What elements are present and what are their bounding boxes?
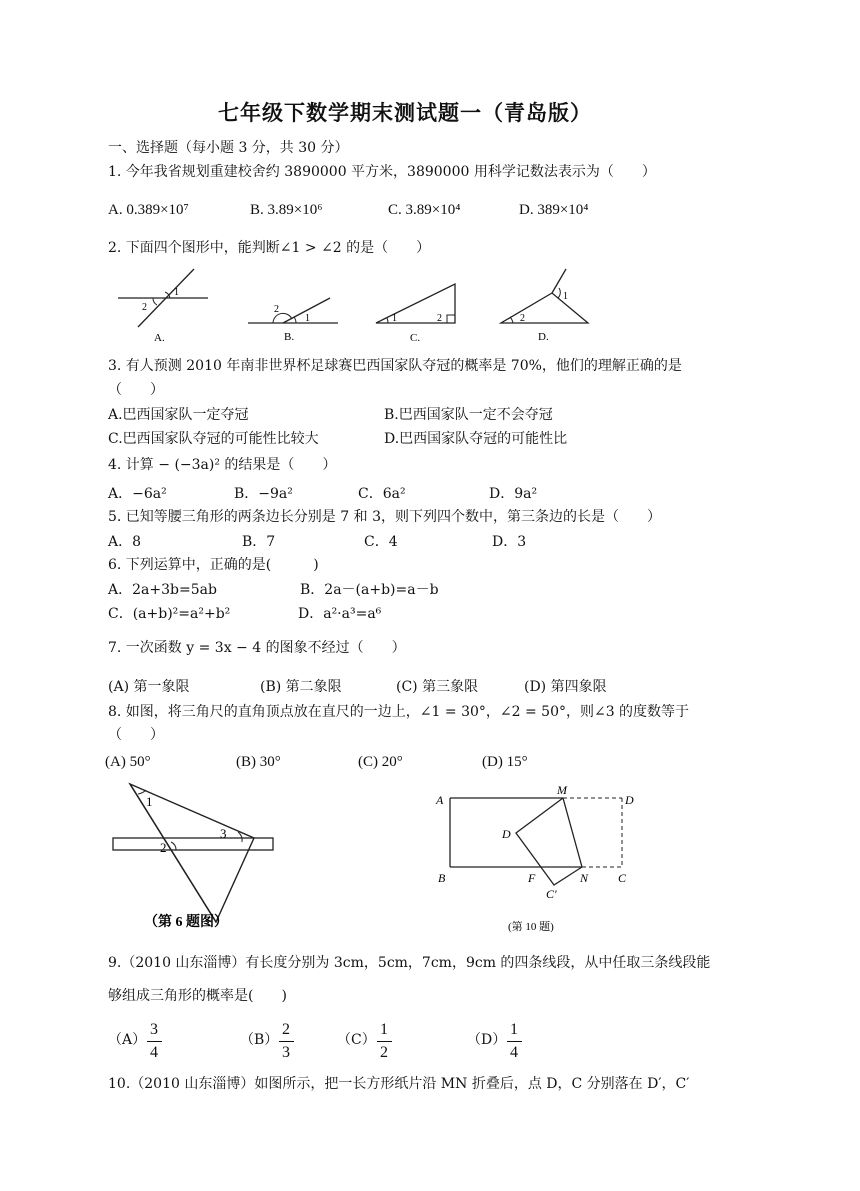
q9-option-a-den: 4 [150, 1044, 158, 1061]
q9-option-b-label: （B） [240, 1032, 279, 1048]
q8-option-c: (C) 20° [358, 754, 403, 770]
fig10-label-d: D [625, 793, 634, 807]
fig10-caption: (第 10 题) [508, 921, 554, 933]
q3-option-a: A.巴西国家队一定夺冠 [108, 407, 249, 423]
section-heading: 一、选择题（每小题 3 分，共 30 分） [108, 140, 349, 156]
page-title: 七年级下数学期末测试题一（青岛版） [218, 100, 592, 125]
fig10-label-b: B [438, 871, 446, 885]
q9-option-d-label: （D） [467, 1032, 507, 1048]
q6-option-d: D．a²·a³=a⁶ [298, 606, 382, 622]
fig-b-angle-2: 2 [274, 304, 279, 315]
fig-c-angle-1: 1 [392, 313, 397, 324]
q8-option-d: (D) 15° [482, 754, 528, 770]
fig10-label-m: M [557, 783, 567, 797]
q9-option-c-num: 1 [380, 1021, 388, 1038]
q6-option-b: B．2a－(a+b)=a－b [300, 582, 439, 598]
fig-a-angle-1: 1 [174, 287, 179, 298]
fig-a-angle-2: 2 [142, 302, 147, 313]
fig6-angle-1: 1 [146, 794, 153, 809]
fig-d-angle-2: 2 [520, 313, 525, 324]
question-9-stem: 9.（2010 山东淄博）有长度分别为 3cm，5cm，7cm，9cm 的四条线段，从中任取三条线段能 [108, 955, 711, 971]
fig-b-angle-1: 1 [305, 313, 310, 324]
question-3-paren: （ ） [108, 382, 164, 398]
question-8-stem: 8. 如图，将三角尺的直角顶点放在直尺的一边上，∠1 = 30°，∠2 = 50°，则∠3 的度数等于 [108, 704, 690, 720]
fig-c-angle-2: 2 [437, 313, 442, 324]
q3-option-d: D.巴西国家队夺冠的可能性比 [384, 431, 568, 447]
figure-10 [430, 782, 650, 942]
q1-option-c: C. 3.89×10⁴ [388, 202, 461, 218]
question-6-stem: 6. 下列运算中，正确的是( ) [108, 557, 319, 573]
q9-option-c-den: 2 [380, 1044, 388, 1061]
question-8-paren: （ ） [108, 727, 164, 743]
q9-option-d-num: 1 [510, 1021, 518, 1038]
fig-b-label: B. [284, 331, 295, 343]
q7-option-b: (B) 第二象限 [260, 679, 342, 695]
q7-option-a: (A) 第一象限 [108, 679, 190, 695]
q3-option-c: C.巴西国家队夺冠的可能性比较大 [108, 431, 319, 447]
q4-option-d: D．9a² [489, 486, 538, 502]
fig10-label-n: N [580, 871, 589, 885]
fig10-label-d-prime: D [502, 827, 511, 841]
q1-option-a: A. 0.389×10⁷ [108, 202, 189, 218]
q5-option-b: B．7 [242, 534, 276, 550]
q8-option-a: (A) 50° [105, 754, 151, 770]
q6-option-a: A．2a+3b=5ab [108, 582, 217, 598]
fig6-caption: （第 6 题图） [144, 915, 228, 930]
q9-option-a-bar [147, 1041, 162, 1042]
fig-d-label: D. [538, 331, 549, 343]
q1-option-d: D. 389×10⁴ [519, 202, 589, 218]
fig6-angle-3: 3 [220, 826, 227, 841]
q2-figures [108, 265, 608, 345]
q4-option-c: C．6a² [358, 486, 406, 502]
q4-option-b: B．−9a² [234, 486, 293, 502]
fig-d-angle-1: 1 [563, 291, 568, 302]
q7-option-d: (D) 第四象限 [524, 679, 607, 695]
q9-option-c-label: （C） [337, 1032, 376, 1048]
q1-option-b: B. 3.89×10⁶ [250, 202, 323, 218]
question-5-stem: 5. 已知等腰三角形的两条边长分别是 7 和 3，则下列四个数中，第三条边的长是（ ） [108, 509, 661, 525]
fig-c-label: C. [410, 332, 421, 344]
q3-option-b: B.巴西国家队一定不会夺冠 [384, 407, 553, 423]
fig10-label-c-prime: C′ [546, 887, 557, 901]
figure-6 [108, 780, 308, 940]
question-2-stem: 2. 下面四个图形中，能判断∠1 > ∠2 的是（ ） [108, 240, 431, 256]
question-7-stem: 7. 一次函数 y = 3x − 4 的图象不经过（ ） [108, 640, 406, 656]
question-3-stem: 3. 有人预测 2010 年南非世界杯足球赛巴西国家队夺冠的概率是 70%，他们的理解正确的是 [108, 358, 682, 374]
fig-a-label: A. [154, 332, 165, 344]
q8-option-b: (B) 30° [236, 754, 281, 770]
q5-option-d: D．3 [492, 534, 527, 550]
q4-option-a: A．−6a² [108, 486, 167, 502]
q9-option-b-bar [279, 1041, 294, 1042]
q7-option-c: (C) 第三象限 [396, 679, 479, 695]
q2-figure-b [248, 298, 338, 343]
q9-option-d-bar [507, 1041, 522, 1042]
q9-option-b-den: 3 [282, 1044, 290, 1061]
q9-option-a-label: （A） [108, 1032, 147, 1048]
question-9-stem-2: 够组成三角形的概率是( ) [108, 988, 287, 1004]
q9-option-b-num: 2 [282, 1021, 290, 1038]
q9-option-d-den: 4 [510, 1044, 518, 1061]
fig10-label-a: A [436, 793, 444, 807]
q5-option-c: C．4 [364, 534, 398, 550]
q2-figure-a [118, 269, 208, 344]
q2-figure-c [376, 284, 455, 344]
q9-option-c-bar [377, 1041, 392, 1042]
question-1-stem: 1. 今年我省规划重建校舍约 3890000 平方米，3890000 用科学记数法表示为（ ） [108, 164, 656, 180]
q5-option-a: A．8 [108, 534, 142, 550]
question-4-stem: 4. 计算 − (−3a)² 的结果是（ ） [108, 457, 337, 473]
fig10-label-c: C [618, 871, 627, 885]
q6-option-c: C．(a+b)²=a²+b² [108, 606, 231, 622]
q2-figure-d [501, 269, 588, 343]
fig10-label-f: F [528, 871, 536, 885]
q9-option-a-num: 3 [150, 1021, 158, 1038]
question-10-stem: 10.（2010 山东淄博）如图所示，把一长方形纸片沿 MN 折叠后，点 D，C 分别落在 D′，C′ [108, 1076, 690, 1092]
fig6-angle-2: 2 [160, 840, 167, 855]
